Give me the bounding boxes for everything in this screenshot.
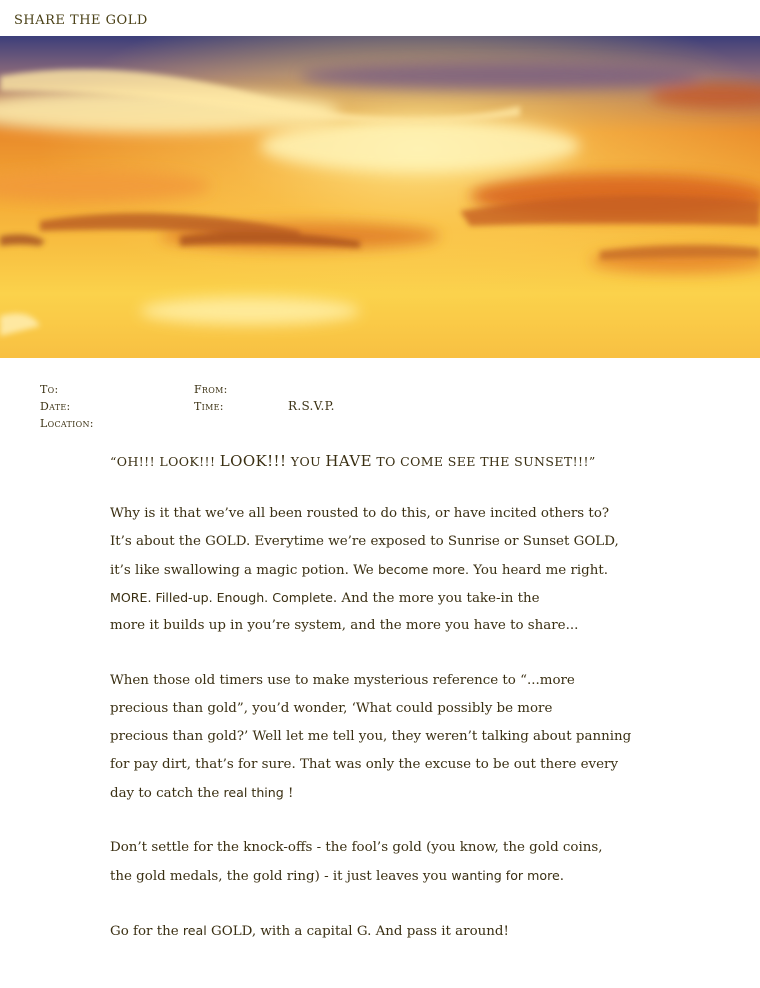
- rsvp-label: R.S.V.P.: [288, 399, 335, 413]
- to-label: To:: [40, 383, 59, 396]
- text-line: [110, 779, 670, 807]
- emphasis-text: real thing: [223, 785, 284, 800]
- paragraph-1: [110, 500, 670, 640]
- paragraph-4: [110, 917, 670, 945]
- text-line: [110, 862, 670, 890]
- text-line: precious than gold”, you’d wonder, ‘What could possibly be more: [110, 701, 553, 716]
- text-span: Go for the: [110, 924, 183, 939]
- emphasis-text: MORE. Filled-up. Enough. Complete: [110, 590, 333, 605]
- text-span: You heard me right.: [468, 563, 608, 578]
- headline-text: YOU: [286, 454, 326, 469]
- text-span: GOLD, with a capital G. And pass it around!: [206, 924, 509, 939]
- text-line: [110, 917, 670, 945]
- headline-text: TO COME SEE THE SUNSET!!!”: [371, 454, 596, 469]
- text-span: !: [283, 786, 294, 801]
- text-line: precious than gold?’ Well let me tell you, they weren’t talking about panning: [110, 729, 632, 744]
- from-label: From:: [194, 383, 228, 396]
- time-label: Time:: [194, 400, 224, 413]
- emphasis-text: wanting for more: [451, 868, 560, 883]
- text-line: Why is it that we’ve all been rousted to do this, or have incited others to?: [110, 506, 610, 521]
- text-span: day to catch the: [110, 786, 224, 801]
- sunset-clouds-graphic: [0, 36, 760, 358]
- emphasis-text: real: [182, 923, 207, 938]
- emphasis-text: become more.: [377, 562, 469, 577]
- text-span: . And the more you take-in the: [332, 591, 540, 606]
- text-span: it’s like swallowing a magic potion. We: [110, 563, 378, 578]
- invitation-message: [110, 450, 670, 945]
- date-label: Date:: [40, 400, 71, 413]
- headline-text: “OH!!! LOOK!!!: [110, 454, 220, 469]
- text-line: for pay dirt, that’s for sure. That was only the excuse to be out there every: [110, 757, 619, 772]
- text-span: the gold medals, the gold ring) - it just leaves you: [110, 869, 452, 884]
- text-span: .: [559, 869, 564, 884]
- text-line: It’s about the GOLD. Everytime we’re exposed to Sunrise or Sunset GOLD,: [110, 534, 619, 549]
- headline: [110, 450, 670, 473]
- paragraph-2: [110, 667, 670, 807]
- headline-emphasis: LOOK!!!: [219, 452, 287, 470]
- paragraph-3: [110, 834, 670, 890]
- sunset-hero-image: [0, 36, 760, 358]
- text-line: more it builds up in you’re system, and the more you have to share...: [110, 618, 579, 633]
- headline-emphasis: HAVE: [325, 452, 372, 470]
- page-title: SHARE THE GOLD: [14, 13, 148, 28]
- text-line: When those old timers use to make mysterious reference to “...more: [110, 673, 575, 688]
- text-line: [110, 584, 670, 612]
- location-label: Location:: [40, 417, 94, 430]
- text-line: [110, 556, 670, 584]
- text-line: Don’t settle for the knock-offs - the fool’s gold (you know, the gold coins,: [110, 840, 603, 855]
